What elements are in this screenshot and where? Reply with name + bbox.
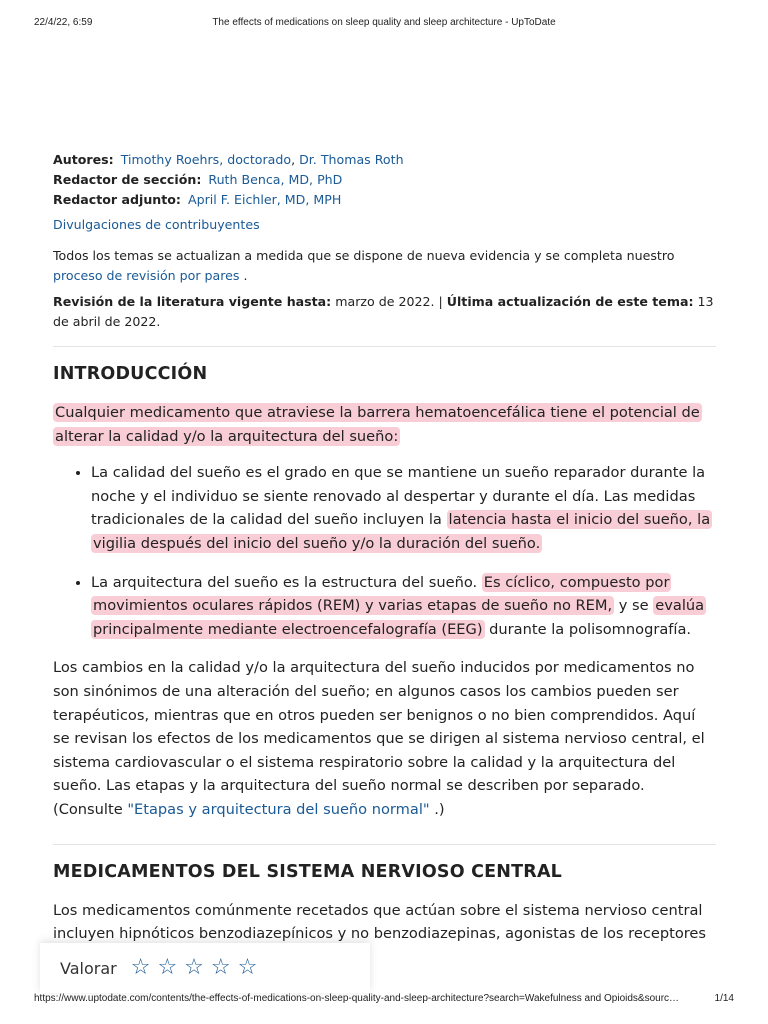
cns-heading: MEDICAMENTOS DEL SISTEMA NERVIOSO CENTRAL [53,861,563,882]
update-text: Todos los temas se actualizan a medida que se dispone de nueva evidencia y se completa nuestro [53,248,675,263]
bullet2-text: La arquitectura del sueño es la estructura del sueño. [91,573,482,591]
star-outline-icon[interactable]: ☆ [130,955,151,980]
star-outline-icon[interactable]: ☆ [237,955,258,980]
intro-paragraph-text: Los cambios en la calidad y/o la arquitectura del sueño inducidos por medicamentos no son sinónimos de una alteración del sueño; en algunos casos los cambios pueden ser terapéuticos, mientras que en otros pueden ser benignos o no bien comprendidos. Aquí se revisan los efectos de los medicamentos que se dirigen al sistema nervioso central, el sistema cardiovascular o el sistema respiratorio sobre la calidad y la arquitectura del sueño. Las etapas y la arquitectura del sueño normal se describen por separado. (Consulte [53,659,705,818]
updated-label: Última actualización de este tema: [446,294,694,309]
disclosures-link[interactable]: Divulgaciones de contribuyentes [53,217,260,232]
rating-label: Valorar [60,958,117,978]
cns-paragraph: Los medicamentos comúnmente recetados que actúan sobre el sistema nervioso central incluyen hipnóticos benzodiazepínicos y no benzodiazepinas, agonistas de los receptores [53,901,707,943]
bullet-sleep-quality [91,461,716,555]
print-datetime: 22/4/22, 6:59 [34,17,93,28]
authors-label: Autores: [53,152,114,167]
disclosures [53,217,716,232]
rating-widget [40,943,370,993]
divider [53,844,716,845]
highlight-bullet1[interactable]: latencia hasta el inicio del sueño, la vigilia después del inicio del sueño y/o la duración del sueño. [93,511,711,552]
intro-paragraph-end: .) [429,800,445,818]
intro-heading: INTRODUCCIÓN [53,364,208,384]
print-footer [0,993,768,1007]
star-outline-icon[interactable]: ☆ [210,955,231,980]
intro-bullets [53,461,716,641]
divider [53,346,716,347]
bullet2-end: durante la polisomnografía. [484,620,692,638]
highlight-bullet2-eeg[interactable]: evalúa principalmente mediante electroencefalografía (EEG) [93,597,705,638]
print-url: https://www.uptodate.com/contents/the-effects-of-medications-on-sleep-quality-and-sleep-architecture?search=Wakefulness and Opioids&sourc… [34,993,680,1004]
deputy-editor-link[interactable]: April F. Eichler, MD, MPH [187,192,342,207]
normal-sleep-link[interactable]: "Etapas y arquitectura del sueño normal" [127,800,430,818]
intro-paragraph [53,656,716,821]
update-end: . [239,268,248,283]
review-separator: | [434,294,447,309]
bullet2-mid: y se [614,597,654,615]
updated-value: 13 de abril de 2022. [53,294,714,329]
highlight-lead[interactable]: Cualquier medicamento que atraviese la barrera hematoencefálica tiene el potencial de alterar la calidad y/o la arquitectura del sueño: [55,404,700,445]
deputy-editor-label: Redactor adjunto: [53,192,181,207]
article-meta [53,150,716,210]
review-info [53,292,716,332]
bullet-sleep-architecture [91,571,716,642]
author-separator: , [291,152,300,167]
print-title: The effects of medications on sleep quality and sleep architecture - UpToDate [212,17,556,28]
authors-line [53,150,716,170]
section-editor-line [53,170,716,190]
article-content [53,150,716,969]
peer-review-link[interactable]: proceso de revisión por pares [53,268,240,283]
author-link-roth[interactable]: Dr. Thomas Roth [299,152,404,167]
section-editor-link[interactable]: Ruth Benca, MD, PhD [208,172,343,187]
author-link-roehrs[interactable]: Timothy Roehrs, doctorado [120,152,292,167]
update-note [53,246,716,286]
star-outline-icon[interactable]: ☆ [184,955,204,980]
star-outline-icon[interactable]: ☆ [157,955,178,980]
review-value: marzo de 2022. [335,294,435,309]
intro-lead [53,401,716,448]
section-editor-label: Redactor de sección: [53,172,202,187]
review-label: Revisión de la literatura vigente hasta: [53,294,332,309]
deputy-editor-line [53,190,716,210]
print-header [0,17,768,31]
bullet1-text: La calidad del sueño es el grado en que se mantiene un sueño reparador durante la noche y el individuo se siente renovado al despertar y durante el día. Las medidas tradicionales de la calidad del sueño incluyen la [91,464,706,529]
highlight-bullet2-cyclic[interactable]: Es cíclico, compuesto por movimientos oculares rápidos (REM) y varias etapas de sueño no REM, [93,573,670,615]
print-page-number: 1/14 [714,993,734,1004]
